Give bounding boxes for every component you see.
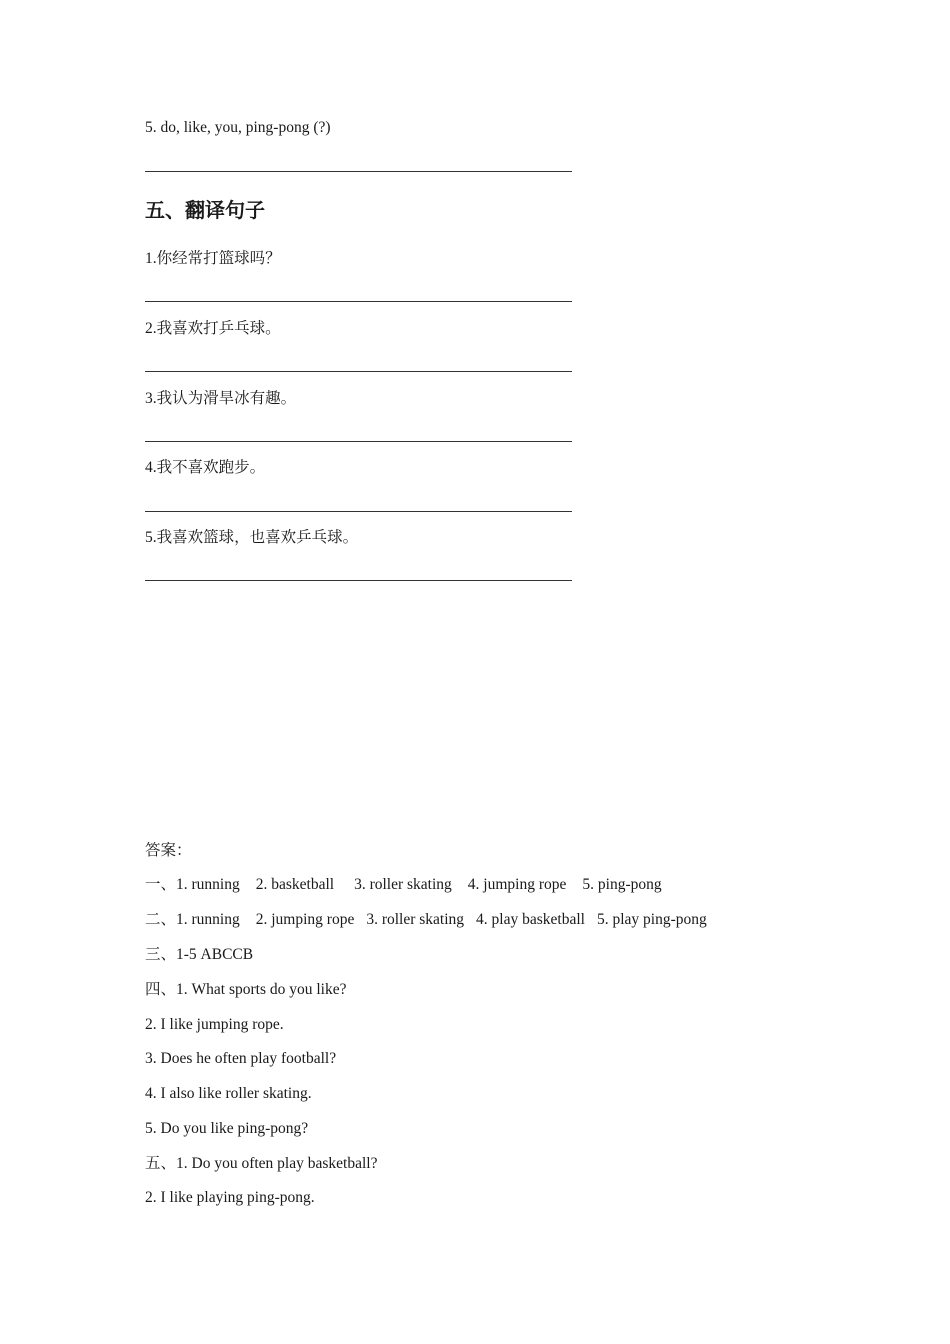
- answer-item: 5. play ping-pong: [596, 911, 707, 928]
- answer-item: 3. roller skating: [354, 876, 452, 893]
- question-text: 5. do, like, you, ping-pong (?): [145, 119, 331, 136]
- answer-line: [145, 580, 572, 581]
- answer-item: 4. jumping rope: [467, 876, 567, 893]
- answer-item: 3. roller skating: [366, 911, 465, 928]
- question-text: 1.你经常打篮球吗？: [145, 250, 281, 267]
- answer-item: 4. play basketball: [476, 911, 585, 928]
- answer-row-2: [145, 910, 707, 930]
- question-text: 4.我不喜欢跑步。: [145, 459, 266, 476]
- question-text: 3.我认为滑旱冰有趣。: [145, 390, 297, 407]
- answer-item: 1. running: [176, 911, 240, 928]
- section-heading: 五、翻译句子: [145, 198, 265, 222]
- answer-line: [145, 301, 572, 302]
- answers-label: 答案：: [145, 842, 192, 859]
- answer-item: 2. basketball: [255, 876, 335, 893]
- answer-prefix: 一、: [145, 876, 177, 893]
- answer-item: 2. jumping rope: [255, 911, 355, 928]
- answer-row-5: 五、1. Do you often play basketball?: [145, 1155, 378, 1172]
- answer-line: [145, 171, 572, 172]
- answer-item: 5. ping-pong: [582, 876, 662, 893]
- answer-line: [145, 511, 572, 512]
- answer-line-text: 2. I like jumping rope.: [145, 1016, 284, 1033]
- answer-line: [145, 371, 572, 372]
- answer-line-text: 5. Do you like ping-pong?: [145, 1120, 309, 1137]
- answer-line-text: 2. I like playing ping-pong.: [145, 1189, 315, 1206]
- question-text: 5.我喜欢篮球，也喜欢乒乓球。: [145, 529, 359, 546]
- answer-item: 1. running: [176, 876, 240, 893]
- answer-row-1: [145, 875, 662, 895]
- answer-prefix: 二、: [145, 911, 177, 928]
- answer-line-text: 4. I also like roller skating.: [145, 1085, 312, 1102]
- answer-row-4: 四、1. What sports do you like?: [145, 981, 347, 998]
- answer-line: [145, 441, 572, 442]
- answer-line-text: 3. Does he often play football?: [145, 1050, 337, 1067]
- question-text: 2.我喜欢打乒乓球。: [145, 320, 281, 337]
- answer-row-3: 三、1-5 ABCCB: [145, 946, 254, 963]
